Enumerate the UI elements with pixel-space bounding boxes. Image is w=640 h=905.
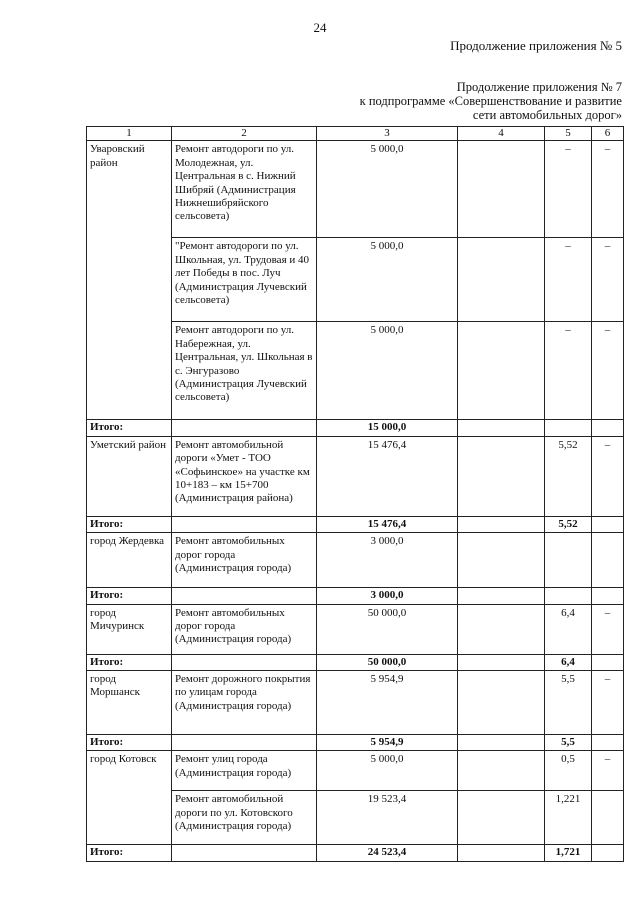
column-header: 4: [458, 127, 545, 141]
appendix-7-line1: Продолжение приложения № 7: [456, 80, 622, 94]
total-amount: 24 523,4: [317, 845, 458, 861]
area-name: город Жердевка: [87, 533, 172, 588]
total-label: Итого:: [87, 845, 172, 861]
total-empty-cell: [172, 735, 317, 751]
table-row: [87, 436, 624, 516]
work-description: "Ремонт автодороги по ул. Школьная, ул. Трудовая и 40 лет Победы в пос. Луч (Администрация Лучевский сельсовета): [172, 238, 317, 322]
total-label: Итого:: [87, 420, 172, 436]
total-col6: [592, 516, 624, 532]
total-col4: [458, 588, 545, 604]
total-row: [87, 516, 624, 532]
column-header: 2: [172, 127, 317, 141]
length-cell: 5,5: [545, 671, 592, 735]
col4-cell: [458, 141, 545, 238]
total-label: Итого:: [87, 735, 172, 751]
length-cell: –: [545, 238, 592, 322]
col4-cell: [458, 533, 545, 588]
area-name: город Котовск: [87, 751, 172, 845]
total-col6: [592, 735, 624, 751]
amount-cell: 15 476,4: [317, 436, 458, 516]
appendix-7-line3: сети автомобильных дорог»: [472, 108, 622, 122]
col4-cell: [458, 791, 545, 845]
total-col4: [458, 516, 545, 532]
length-cell: 1,221: [545, 791, 592, 845]
col6-cell: –: [592, 436, 624, 516]
amount-cell: 50 000,0: [317, 604, 458, 654]
col4-cell: [458, 436, 545, 516]
table-row: [87, 671, 624, 735]
total-empty-cell: [172, 516, 317, 532]
table-row: [87, 141, 624, 238]
length-cell: 0,5: [545, 751, 592, 791]
total-empty-cell: [172, 654, 317, 670]
amount-cell: 5 000,0: [317, 238, 458, 322]
work-description: Ремонт автодороги по ул. Молодежная, ул. Центральная в с. Нижний Шибряй (Администрация Нижнешибряйского сельсовета): [172, 141, 317, 238]
column-header: 1: [87, 127, 172, 141]
total-col6: [592, 588, 624, 604]
page-number: 24: [313, 20, 327, 35]
col6-cell: –: [592, 604, 624, 654]
total-amount: 3 000,0: [317, 588, 458, 604]
work-description: Ремонт дорожного покрытия по улицам города (Администрация города): [172, 671, 317, 735]
total-length: 5,5: [545, 735, 592, 751]
total-amount: 15 476,4: [317, 516, 458, 532]
appendix-5-continuation: Продолжение приложения № 5: [450, 38, 622, 53]
table-header-row: [87, 127, 624, 141]
total-row: [87, 654, 624, 670]
col6-cell: –: [592, 671, 624, 735]
work-description: Ремонт автомобильной дороги «Умет - ТОО «Софьинское» на участке км 10+183 – км 15+700 (Администрация района): [172, 436, 317, 516]
length-cell: –: [545, 141, 592, 238]
appendix-7-line2: к подпрограмме «Совершенствование и развитие: [359, 94, 622, 108]
roads-repair-table: [86, 126, 624, 862]
total-col4: [458, 654, 545, 670]
total-col4: [458, 845, 545, 861]
total-label: Итого:: [87, 588, 172, 604]
total-empty-cell: [172, 588, 317, 604]
total-length: 1,721: [545, 845, 592, 861]
total-amount: 5 954,9: [317, 735, 458, 751]
length-cell: 5,52: [545, 436, 592, 516]
total-label: Итого:: [87, 516, 172, 532]
work-description: Ремонт автомобильной дороги по ул. Котовского (Администрация города): [172, 791, 317, 845]
total-col6: [592, 420, 624, 436]
work-description: Ремонт улиц города (Администрация города): [172, 751, 317, 791]
col6-cell: –: [592, 322, 624, 420]
amount-cell: 5 000,0: [317, 322, 458, 420]
amount-cell: 3 000,0: [317, 533, 458, 588]
col4-cell: [458, 238, 545, 322]
col4-cell: [458, 604, 545, 654]
column-header: 6: [592, 127, 624, 141]
total-length: 6,4: [545, 654, 592, 670]
work-description: Ремонт автодороги по ул. Набережная, ул. Центральная, ул. Школьная в с. Энгуразово (Администрация Лучевский сельсовета): [172, 322, 317, 420]
total-row: [87, 420, 624, 436]
total-length: 5,52: [545, 516, 592, 532]
total-col4: [458, 420, 545, 436]
work-description: Ремонт автомобильных дорог города (Администрация города): [172, 533, 317, 588]
total-row: [87, 588, 624, 604]
table-row: [87, 604, 624, 654]
column-header: 3: [317, 127, 458, 141]
total-amount: 15 000,0: [317, 420, 458, 436]
total-amount: 50 000,0: [317, 654, 458, 670]
amount-cell: 5 954,9: [317, 671, 458, 735]
length-cell: [545, 533, 592, 588]
length-cell: –: [545, 322, 592, 420]
area-name: город Мичуринск: [87, 604, 172, 654]
area-name: Уваровский район: [87, 141, 172, 420]
col6-cell: –: [592, 141, 624, 238]
col6-cell: [592, 533, 624, 588]
col6-cell: [592, 791, 624, 845]
amount-cell: 5 000,0: [317, 141, 458, 238]
total-col6: [592, 654, 624, 670]
total-empty-cell: [172, 845, 317, 861]
length-cell: 6,4: [545, 604, 592, 654]
col6-cell: –: [592, 238, 624, 322]
col4-cell: [458, 322, 545, 420]
area-name: Уметский район: [87, 436, 172, 516]
work-description: Ремонт автомобильных дорог города (Администрация города): [172, 604, 317, 654]
amount-cell: 19 523,4: [317, 791, 458, 845]
appendix-7-continuation: [360, 80, 622, 122]
amount-cell: 5 000,0: [317, 751, 458, 791]
total-col4: [458, 735, 545, 751]
total-empty-cell: [172, 420, 317, 436]
col4-cell: [458, 671, 545, 735]
total-row: [87, 735, 624, 751]
total-length: [545, 588, 592, 604]
total-row: [87, 845, 624, 861]
column-header: 5: [545, 127, 592, 141]
total-label: Итого:: [87, 654, 172, 670]
table-row: [87, 533, 624, 588]
col4-cell: [458, 751, 545, 791]
area-name: город Моршанск: [87, 671, 172, 735]
total-col6: [592, 845, 624, 861]
col6-cell: –: [592, 751, 624, 791]
table-row: [87, 751, 624, 791]
total-length: [545, 420, 592, 436]
